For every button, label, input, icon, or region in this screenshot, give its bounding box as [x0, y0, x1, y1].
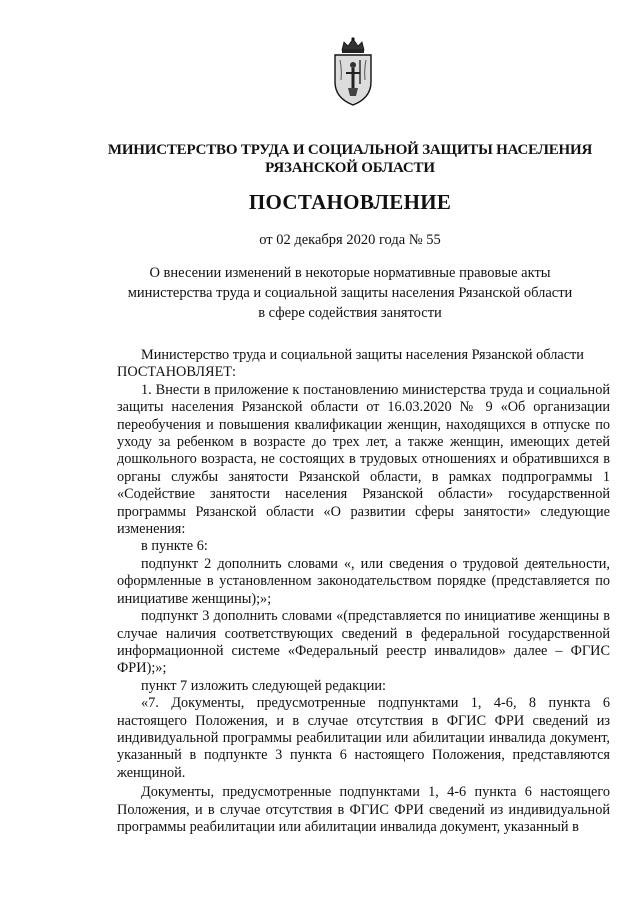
ministry-name-line2: РЯЗАНСКОЙ ОБЛАСТИ — [265, 160, 435, 176]
subject-line3: в сфере содействия занятости — [258, 305, 442, 321]
coat-of-arms-icon — [328, 36, 378, 108]
documents-paragraph: Документы, предусмотренные подпунктами 1, 4-6 пункта 6 настоящего Положения, и в случае отсутствия в ФГИС ФРИ сведений из индивидуальной программы реабилитации или абилитации инвалида документ, указанный в — [117, 784, 610, 835]
subject-line2: министерства труда и социальной защиты населения Рязанской области — [127, 285, 573, 301]
document-body — [117, 347, 610, 836]
document-date-number: от 02 декабря 2020 года № 55 — [259, 232, 441, 248]
in-point-6-paragraph: в пункте 6: — [141, 538, 208, 555]
ministry-name-line1: МИНИСТЕРСТВО ТРУДА И СОЦИАЛЬНОЙ ЗАЩИТЫ НАСЕЛЕНИЯ — [107, 142, 593, 158]
subpoint-3-paragraph: подпункт 3 дополнить словами «(представляется по инициативе женщины в случае наличия соответствующих сведений в федеральной государственной информационной системе «Федеральный реестр инвалидов» далее – ФГИС ФРИ);»; — [117, 608, 610, 677]
item-1-paragraph: 1. Внести в приложение к постановлению министерства труда и социальной защиты населения Рязанской области от 16.03.2020 № 9 «Об организации переобучения и повышения квалификации женщин, находящихся в отпуске по уходу за ребенком в возрасте до трех лет, а также женщин, имеющих детей дошкольного возраста, не состоящих в трудовых отношениях и обратившихся в органы службы занятости Рязанской области, в рамках подпрограммы 1 «Содействие занятости населения Рязанской области» государственной программы Рязанской области «О развитии сферы занятости» следующие изменения: — [117, 381, 610, 538]
subpoint-2-paragraph: подпункт 2 дополнить словами «, или сведения о трудовой деятельности, оформленные в установленном законодательством порядке (представляется по инициативе женщины);»; — [117, 555, 610, 607]
intro-paragraph: Министерство труда и социальной защиты населения Рязанской области — [141, 347, 584, 363]
quote-point-7-paragraph: «7. Документы, предусмотренные подпунктами 1, 4-6, 8 пункта 6 настоящего Положения, и в случае отсутствия в ФГИС ФРИ сведений из индивидуальной программы реабилитации или абилитации инвалида документ, указанный в подпункте 3 пункта 6 настоящего Положения, представляются женщиной. — [117, 695, 610, 781]
subject-line1: О внесении изменений в некоторые нормативные правовые акты — [149, 265, 551, 281]
document-type-title: ПОСТАНОВЛЕНИЕ — [248, 190, 452, 214]
resolves-heading: ПОСТАНОВЛЯЕТ: — [117, 364, 237, 381]
point-7-paragraph: пункт 7 изложить следующей редакции: — [141, 677, 386, 694]
